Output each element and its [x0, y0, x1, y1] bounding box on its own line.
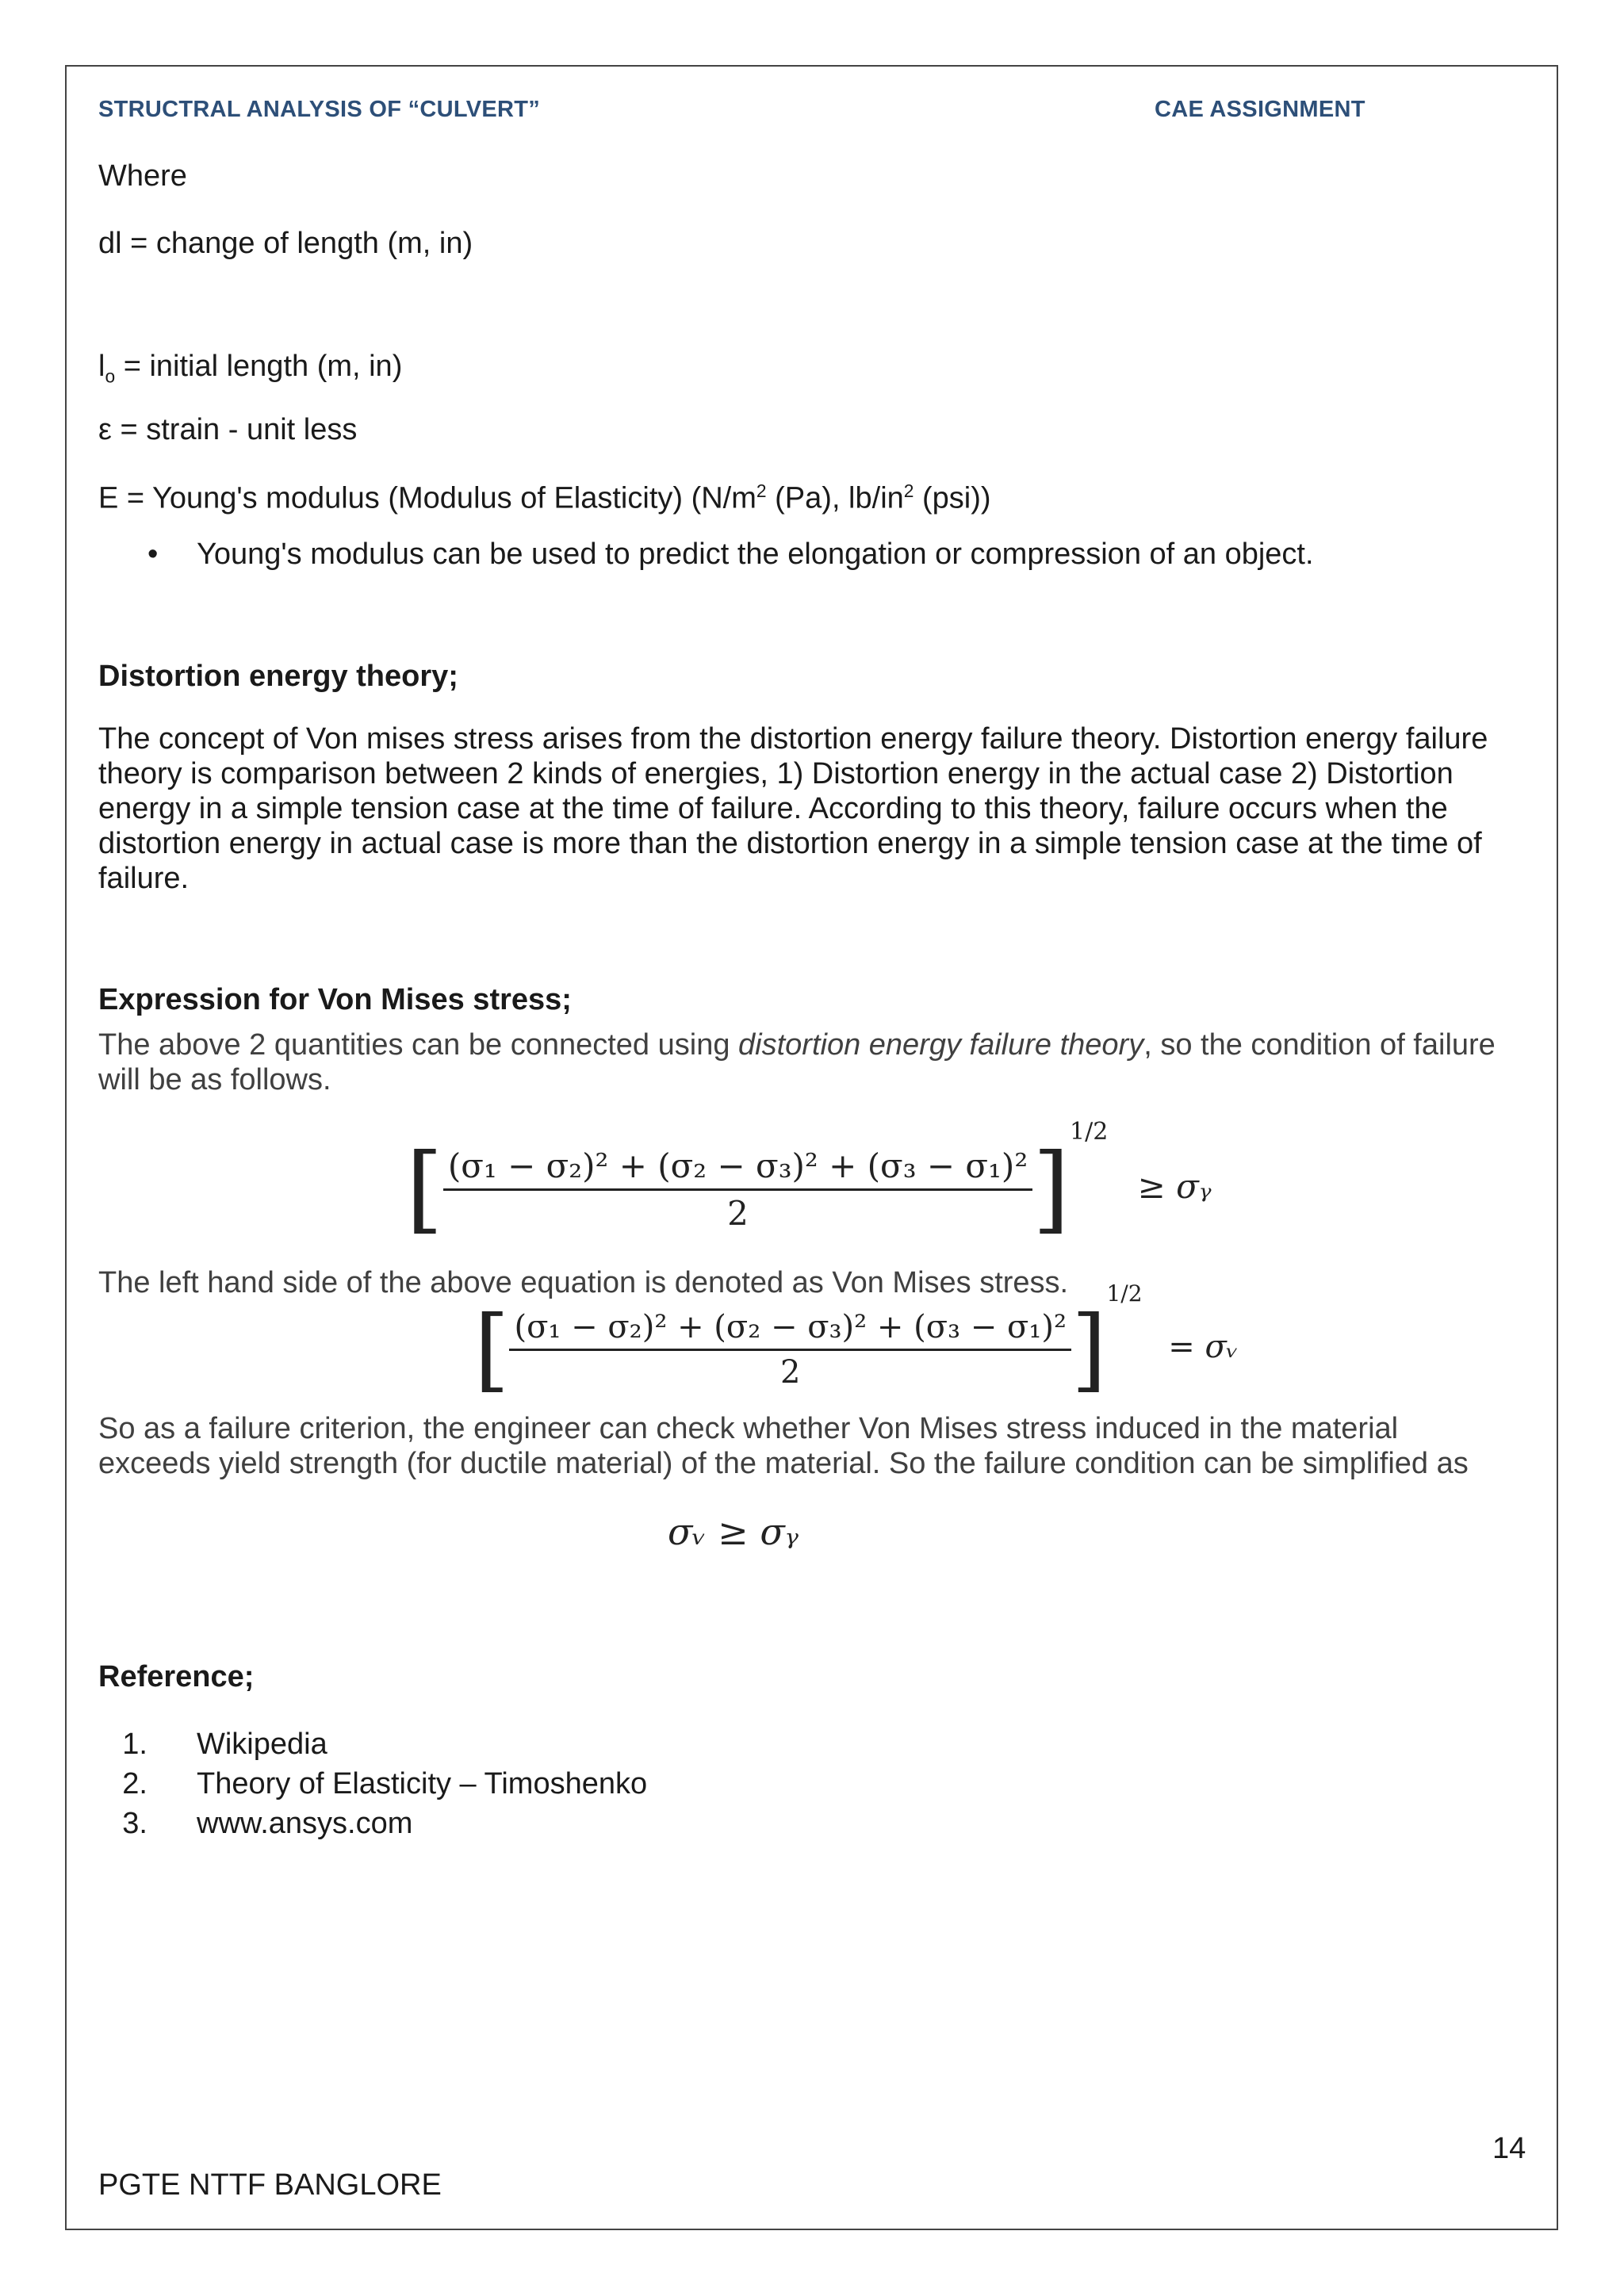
- reference-item: [98, 1766, 647, 1806]
- where-label: Where: [98, 159, 187, 193]
- bullet-youngs-modulus: Young's modulus can be used to predict the elongation or compression of an object.: [197, 538, 1314, 571]
- denominator: 2: [780, 1353, 801, 1391]
- E-sup-2: 2: [903, 480, 914, 501]
- reference-item: [98, 1806, 647, 1846]
- lo-symbol: l: [98, 350, 105, 383]
- reference-text: Theory of Elasticity – Timoshenko: [197, 1767, 648, 1800]
- footer-institution: PGTE NTTF BANGLORE: [98, 2168, 442, 2202]
- reference-text: www.ansys.com: [197, 1807, 413, 1840]
- reference-number: 2.: [122, 1767, 147, 1800]
- lhs-note: The left hand side of the above equation is denoted as Von Mises stress.: [98, 1266, 1069, 1299]
- right-bracket: ]: [1032, 1134, 1070, 1244]
- numerator: (σ₁ − σ₂)² + (σ₂ − σ₃)² + (σ₃ − σ₁)²: [443, 1146, 1032, 1191]
- exponent: 1/2: [1106, 1280, 1143, 1307]
- denominator: 2: [727, 1193, 749, 1233]
- E-text-1: E = Young's modulus (Modulus of Elasticity) (N/m: [98, 481, 756, 515]
- criterion-paragraph: So as a failure criterion, the engineer can check whether Von Mises stress induced in the material exceeds yield strength (for ductile material) of the material. So the failure condition can be simplified as: [98, 1412, 1469, 1480]
- left-bracket: [: [406, 1134, 443, 1244]
- vonmises-heading: Expression for Von Mises stress;: [98, 983, 572, 1016]
- E-text-3: (psi)): [914, 481, 991, 515]
- definition-youngs-modulus: [98, 473, 991, 516]
- definition-lo: [98, 349, 402, 394]
- equation-von-mises: [474, 1280, 1239, 1402]
- intro-italic: distortion energy failure theory: [738, 1028, 1144, 1062]
- intro-text-1: The above 2 quantities can be connected using: [98, 1028, 739, 1062]
- header-title: STRUCTRAL ANALYSIS OF “CULVERT”: [98, 97, 541, 122]
- equation-simplified: σᵥ ≥ σᵧ: [668, 1510, 799, 1553]
- E-text-2: (Pa), lb/in: [766, 481, 904, 515]
- fraction: [443, 1146, 1032, 1233]
- definition-dl: dl = change of length (m, in): [98, 227, 473, 260]
- reference-number: 1.: [122, 1728, 147, 1761]
- reference-heading: Reference;: [98, 1660, 255, 1693]
- bullet-icon: •: [147, 538, 159, 571]
- right-bracket: ]: [1071, 1296, 1107, 1402]
- reference-text: Wikipedia: [197, 1728, 327, 1761]
- reference-number: 3.: [122, 1807, 147, 1840]
- rhs-yield: ≥ σᵧ: [1137, 1167, 1212, 1206]
- lo-subscript: o: [105, 365, 116, 387]
- definition-strain: ε = strain - unit less: [98, 413, 358, 446]
- distortion-paragraph: The concept of Von mises stress arises from the distortion energy failure theory. Distortion energy failure theory is comparison between 2 kinds of energies, 1) Distortion energy in the actual case 2) Distortion energy in a simple tension case at the time of failure. According to this theory, failure occurs when the distortion energy in actual case is more than the distortion energy in a simple tension case at the time of failure.: [98, 722, 1488, 895]
- lo-text: = initial length (m, in): [115, 350, 403, 383]
- reference-list: [98, 1727, 647, 1846]
- numerator: (σ₁ − σ₂)² + (σ₂ − σ₃)² + (σ₃ − σ₁)²: [509, 1309, 1071, 1351]
- reference-item: [98, 1727, 647, 1766]
- distortion-heading: Distortion energy theory;: [98, 660, 458, 693]
- intro-text-2: , so the condition of failure will be as follows.: [98, 1028, 1496, 1096]
- left-bracket: [: [474, 1296, 510, 1402]
- E-sup-1: 2: [756, 480, 767, 501]
- fraction: [509, 1309, 1071, 1391]
- rhs-vonmises: = σᵥ: [1168, 1329, 1239, 1365]
- header-assignment: CAE ASSIGNMENT: [1155, 97, 1365, 122]
- vonmises-intro: [98, 1027, 1518, 1097]
- equation-failure-condition: [406, 1118, 1212, 1244]
- exponent: 1/2: [1070, 1118, 1109, 1146]
- page-number: 14: [1492, 2132, 1526, 2165]
